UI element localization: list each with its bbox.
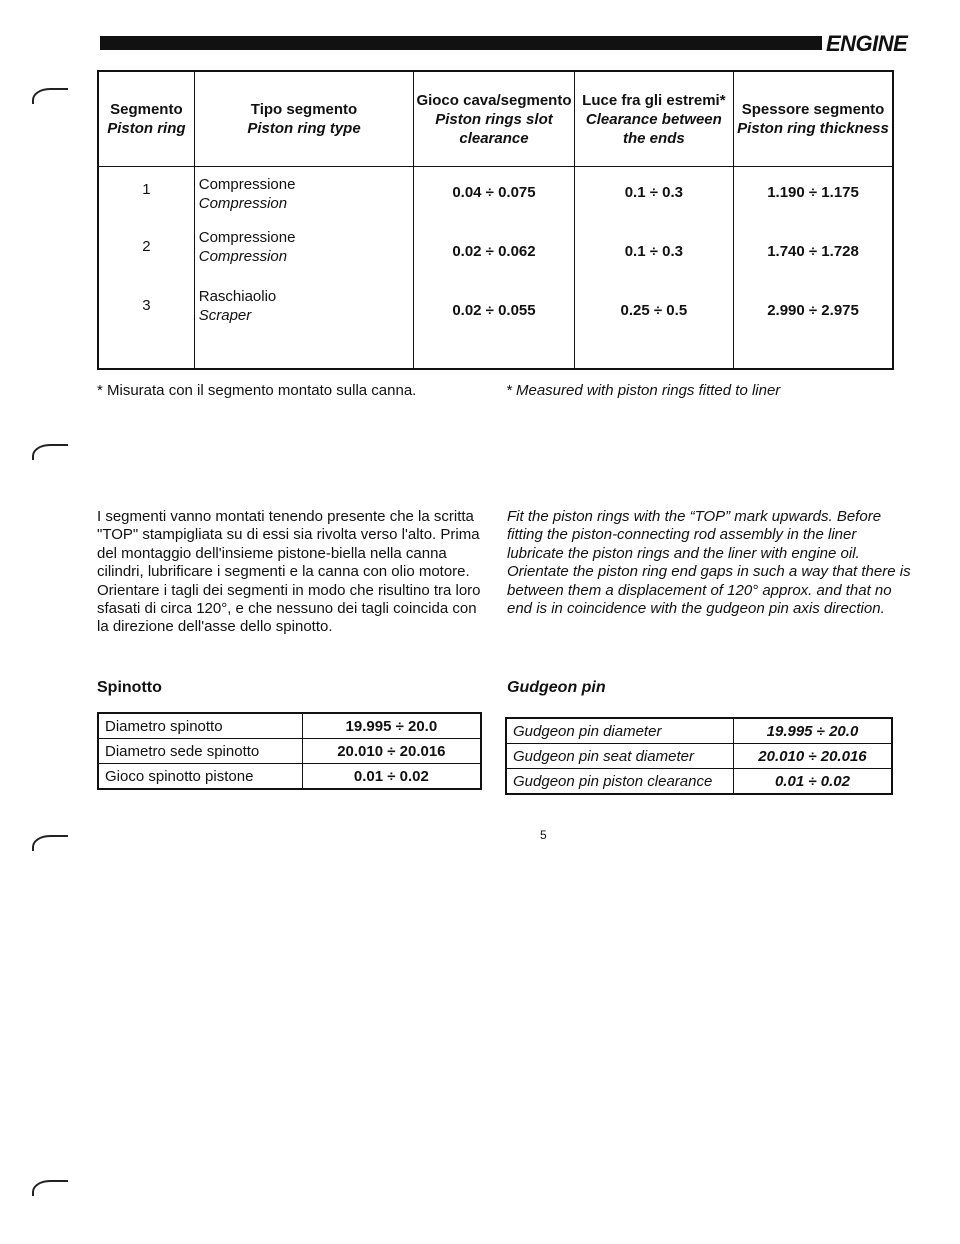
table-row: Diametro sede spinotto 20.010 ÷ 20.016 <box>98 739 481 764</box>
instructions-italian: I segmenti vanno montati tenendo presente che la scritta "TOP" stampigliata su di essi sia rivolta verso l'alto. Prima del montaggio dell'insieme pistone-biella nella canna cilindri, lubrificare i segmenti e la canna con olio motore. Orientare i tagli dei segmenti in modo che risultino tra loro sfasati di circa 120°, e che nessuno dei tagli coincida con la direzione dell'asse dello spinotto. <box>97 508 481 636</box>
column-header: Tipo segmento Piston ring type <box>194 71 414 167</box>
piston-ring-table <box>97 70 894 370</box>
table-row: Gioco spinotto pistone 0.01 ÷ 0.02 <box>98 764 481 790</box>
column-header: Gioco cava/segmento Piston rings slot clearance <box>414 71 574 167</box>
binder-hole-mark <box>32 1180 68 1196</box>
header-bar <box>100 36 822 50</box>
table-row: 2 Compressione Compression 0.02 ÷ 0.062 0.1 ÷ 0.3 1.740 ÷ 1.728 <box>98 228 893 287</box>
column-header: Segmento Piston ring <box>98 71 194 167</box>
binder-hole-mark <box>32 835 68 851</box>
instructions-english: Fit the piston rings with the “TOP” mark upwards. Before fitting the piston-connecting rod assembly in the liner lubricate the piston rings and the liner with engine oil. Orientate the piston ring end gaps in such a way that there is between them a displacement of 120° approx. and that no end is in coincidence with the gudgeon pin axis direction. <box>507 508 911 618</box>
section-title: ENGINE <box>826 31 908 56</box>
binder-hole-mark <box>32 88 68 104</box>
table-row: 3 Raschiaolio Scraper 0.02 ÷ 0.055 0.25 ÷ 0.5 2.990 ÷ 2.975 <box>98 287 893 346</box>
column-header: Luce fra gli estremi* Clearance between the ends <box>574 71 733 167</box>
table-row: Gudgeon pin diameter 19.995 ÷ 20.0 <box>506 718 892 744</box>
page-number: 5 <box>540 828 547 842</box>
footnote-english: * Measured with piston rings fitted to liner <box>506 382 781 399</box>
column-header: Spessore segmento Piston ring thickness <box>734 71 893 167</box>
pin-section-title-italian: Spinotto <box>97 679 162 696</box>
table-header-row <box>98 71 893 167</box>
footnote-italian: * Misurata con il segmento montato sulla canna. <box>97 382 417 399</box>
table-row: 1 Compressione Compression 0.04 ÷ 0.075 0.1 ÷ 0.3 1.190 ÷ 1.175 <box>98 167 893 229</box>
pin-table-italian <box>97 712 482 790</box>
table-row: Gudgeon pin piston clearance 0.01 ÷ 0.02 <box>506 769 892 795</box>
table-row-empty <box>98 346 893 369</box>
table-row: Gudgeon pin seat diameter 20.010 ÷ 20.016 <box>506 744 892 769</box>
pin-section-title-english: Gudgeon pin <box>507 679 606 696</box>
binder-hole-mark <box>32 444 68 460</box>
pin-table-english <box>505 717 893 795</box>
table-row: Diametro spinotto 19.995 ÷ 20.0 <box>98 713 481 739</box>
